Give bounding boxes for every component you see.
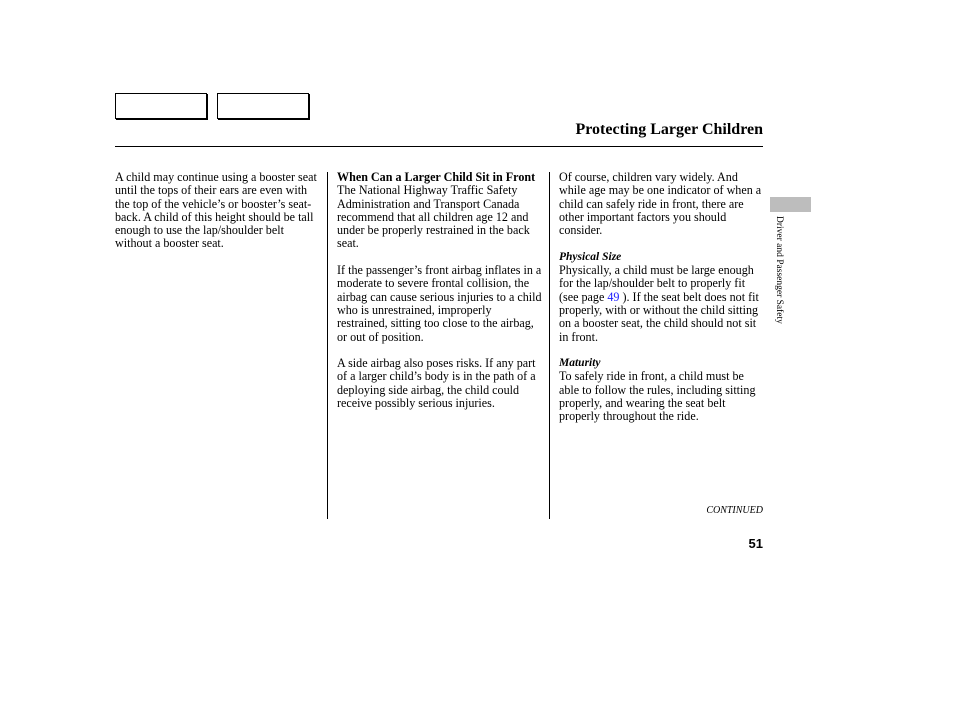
nav-button-previous[interactable] [115, 93, 207, 119]
column-right [559, 171, 764, 437]
nhtsa-paragraph: The National Highway Traffic Safety Administration and Transport Canada recommend that all children age 12 and under be properly restrained in the back seat. [337, 183, 530, 251]
physical-text-before: Physically, a child must be large enough for the lap/shoulder belt to properly fit (see page [559, 263, 754, 304]
physical-size-paragraph [559, 264, 764, 344]
continued-label: CONTINUED [706, 505, 763, 516]
page-number: 51 [748, 536, 763, 551]
column-divider-1 [327, 172, 328, 519]
section-tab-label: Driver and Passenger Safety [774, 216, 784, 324]
column-left [115, 171, 320, 264]
section-tab[interactable] [770, 197, 811, 212]
nav-button-next[interactable] [217, 93, 309, 119]
page-title: Protecting Larger Children [575, 121, 763, 138]
side-airbag-paragraph: A side airbag also poses risks. If any part of a larger child’s body is in the path of a deploying side airbag, the child could receive possibly serious injuries. [337, 356, 536, 411]
title-rule [115, 146, 763, 147]
column-middle [337, 171, 543, 424]
section-heading-front: When Can a Larger Child Sit in Front [337, 170, 536, 184]
booster-paragraph: A child may continue using a booster seat until the tops of their ears are even with the top of the vehicle’s or booster’s seat-back. A child of this height should be tall enough to use the lap/shoulder belt without a booster seat. [115, 170, 317, 251]
column-divider-2 [549, 172, 550, 519]
maturity-paragraph: To safely ride in front, a child must be able to follow the rules, including sitting properly, and wearing the seat belt properly throughout the ride. [559, 369, 756, 424]
maturity-heading: Maturity [559, 357, 601, 370]
intro-paragraph: Of course, children vary widely. And while age may be one indicator of when a child can safely ride in front, there are other important factors you should consider. [559, 170, 762, 238]
front-airbag-paragraph: If the passenger’s front airbag inflates in a moderate to severe frontal collision, the airbag can cause serious injuries to a child who is unrestrained, improperly restrained, sitting too close to the airbag, or out of position. [337, 263, 542, 344]
physical-size-heading: Physical Size [559, 250, 622, 263]
page-link[interactable]: 49 [607, 289, 620, 304]
physical-text-after: ). If the seat belt does not fit properly, with or without the child sitting on a booster seat, the child should not sit in front. [559, 289, 759, 344]
